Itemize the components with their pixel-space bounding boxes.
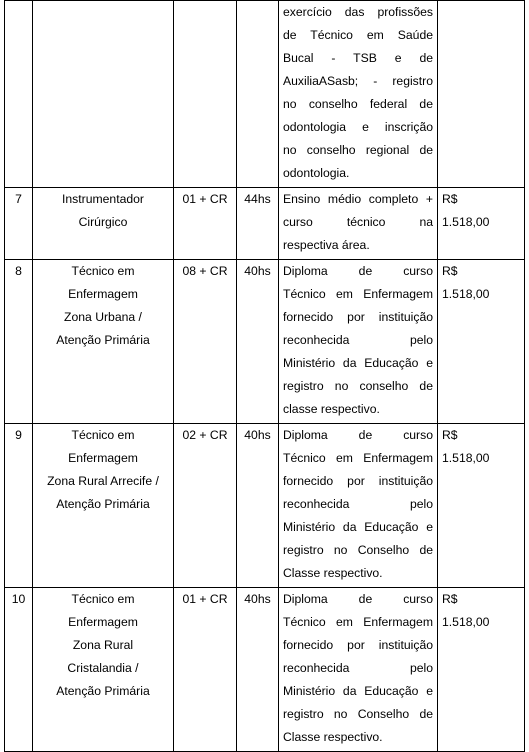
- requirements-line: registro no Conselho de: [283, 707, 433, 721]
- salary: [438, 1, 525, 188]
- workload: 40hs: [237, 424, 279, 588]
- requirements-line: Ministério da Educação e: [283, 356, 433, 370]
- requirements-line: fornecido por instituição: [283, 474, 433, 488]
- requirements-line: Diploma de curso: [283, 428, 433, 442]
- position-name-line: Atenção Primária: [56, 497, 150, 511]
- vacancies: [174, 1, 237, 188]
- position-name-line: Técnico em: [71, 592, 135, 606]
- requirements: [279, 188, 438, 260]
- requirements-line: odontologia e inscrição: [283, 120, 433, 134]
- requirements-line: Diploma de curso: [283, 264, 433, 278]
- requirements: [279, 588, 438, 752]
- position-name-line: Zona Rural Arrecife /: [47, 474, 159, 488]
- requirements-line: Técnico em Enfermagem: [283, 451, 433, 465]
- table-row: [5, 424, 525, 588]
- requirements-line: classe respectivo.: [283, 402, 380, 416]
- requirements-line: Técnico em Enfermagem: [283, 615, 433, 629]
- salary-value: 1.518,00: [442, 451, 490, 465]
- table-row: [5, 588, 525, 752]
- position-name: [33, 588, 174, 752]
- requirements: [279, 260, 438, 424]
- vacancies: 08 + CR: [174, 260, 237, 424]
- requirements-line: Classe respectivo.: [283, 566, 383, 580]
- row-number: 10: [5, 588, 33, 752]
- requirements-line: Ministério da Educação e: [283, 684, 433, 698]
- requirements-line: no conselho regional de: [283, 143, 433, 157]
- requirements-line: Ensino médio completo +: [283, 192, 433, 206]
- row-number: [5, 1, 33, 188]
- vacancies: 01 + CR: [174, 188, 237, 260]
- requirements: [279, 1, 438, 188]
- salary-value: 1.518,00: [442, 287, 490, 301]
- requirements-line: reconhecida pelo: [283, 333, 433, 347]
- position-name-line: Técnico em: [71, 428, 135, 442]
- position-name-line: Atenção Primária: [56, 684, 150, 698]
- salary: [438, 424, 525, 588]
- requirements-line: Bucal - TSB e de: [283, 51, 433, 65]
- salary-value: 1.518,00: [442, 215, 490, 229]
- position-name-line: Cristalandia /: [67, 661, 139, 675]
- requirements-line: Ministério da Educação e: [283, 520, 433, 534]
- salary: [438, 188, 525, 260]
- salary-currency: R$: [442, 192, 458, 206]
- position-name: [33, 424, 174, 588]
- salary-value: 1.518,00: [442, 615, 490, 629]
- requirements-line: Diploma de curso: [283, 592, 433, 606]
- table-row: [5, 1, 525, 188]
- table-row: [5, 260, 525, 424]
- position-name-line: Enfermagem: [68, 287, 138, 301]
- row-number: 7: [5, 188, 33, 260]
- position-name-line: Instrumentador: [62, 192, 144, 206]
- table-row: [5, 188, 525, 260]
- requirements-line: registro no conselho de: [283, 379, 433, 393]
- requirements: [279, 424, 438, 588]
- requirements-line: reconhecida pelo: [283, 661, 433, 675]
- salary: [438, 260, 525, 424]
- workload: 40hs: [237, 588, 279, 752]
- vacancies: 02 + CR: [174, 424, 237, 588]
- salary-currency: R$: [442, 264, 458, 278]
- workload: 44hs: [237, 188, 279, 260]
- row-number: 8: [5, 260, 33, 424]
- vacancies: 01 + CR: [174, 588, 237, 752]
- position-name-line: Zona Urbana /: [64, 310, 142, 324]
- position-name: [33, 1, 174, 188]
- table-body: [5, 1, 525, 752]
- requirements-line: fornecido por instituição: [283, 638, 433, 652]
- requirements-line: respectiva área.: [283, 238, 370, 252]
- requirements-line: no conselho federal de: [283, 97, 433, 111]
- position-name: [33, 188, 174, 260]
- position-name-line: Técnico em: [71, 264, 135, 278]
- requirements-line: odontologia.: [283, 166, 350, 180]
- salary-currency: R$: [442, 592, 458, 606]
- position-name: [33, 260, 174, 424]
- workload: [237, 1, 279, 188]
- salary: [438, 588, 525, 752]
- position-name-line: Zona Rural: [72, 638, 134, 652]
- position-name-line: Cirúrgico: [78, 215, 128, 229]
- requirements-line: fornecido por instituição: [283, 310, 433, 324]
- position-name-line: Enfermagem: [68, 615, 138, 629]
- requirements-line: curso técnico na: [283, 215, 433, 229]
- requirements-line: Técnico em Enfermagem: [283, 287, 433, 301]
- requirements-line: exercício das profissões: [283, 5, 433, 19]
- salary-currency: R$: [442, 428, 458, 442]
- position-name-line: Enfermagem: [68, 451, 138, 465]
- requirements-line: reconhecida pelo: [283, 497, 433, 511]
- workload: 40hs: [237, 260, 279, 424]
- job-positions-table: [4, 0, 525, 752]
- position-name-line: Atenção Primária: [56, 333, 150, 347]
- requirements-line: Classe respectivo.: [283, 730, 383, 744]
- requirements-line: AuxiliaASasb; - registro: [283, 74, 433, 88]
- requirements-line: de Técnico em Saúde: [283, 28, 433, 42]
- row-number: 9: [5, 424, 33, 588]
- requirements-line: registro no Conselho de: [283, 543, 433, 557]
